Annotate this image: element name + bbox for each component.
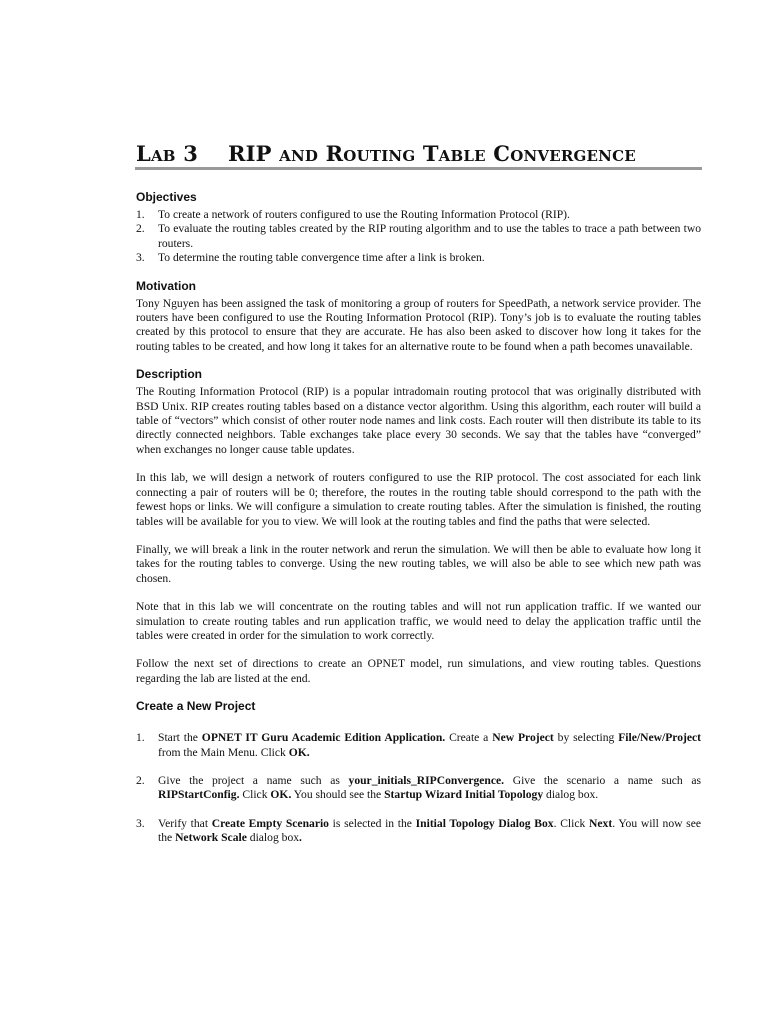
bold-text: OK. [270, 788, 292, 802]
bold-text: RIPStartConfig. [158, 788, 240, 802]
bold-text: OK. [288, 745, 310, 759]
objectives-heading: Objectives [136, 190, 197, 204]
step-number: 1. [136, 731, 145, 745]
item-text: To evaluate the routing tables created by the RIP routing algorithm and to use the tables to trace a path between two routers. [158, 222, 701, 250]
description-paragraph: The Routing Information Protocol (RIP) is a popular intradomain routing protocol that was originally distributed with BSD Unix. RIP creates routing tables based on a distance vector algorithm. Using this algorithm, each router will build a table of “vectors” which consist of other router node names and link costs. Each router will then distribute its table to its directly connected neighbors. Table exchanges take place every 30 seconds. We say that the tables have “converged” when exchanges no longer cause table updates. [136, 385, 701, 456]
bold-text: . [299, 831, 302, 845]
text-run: Create a [445, 731, 493, 745]
text-run: dialog box [246, 831, 300, 845]
description-paragraph: Note that in this lab we will concentrate on the routing tables and will not run application traffic. If we wanted our simulation to create routing tables and run application traffic, we would need to delay the application traffic until the tables were created in order for the simulation to work correctly. [136, 600, 701, 642]
item-text: To create a network of routers configured to use the Routing Information Protocol (RIP). [158, 208, 570, 221]
bold-text: Initial Topology Dialog Box [415, 816, 554, 830]
item-text: To determine the routing table convergence time after a link is broken. [158, 251, 485, 265]
description-paragraph: Finally, we will break a link in the router network and rerun the simulation. We will then be able to evaluate how long it takes for the routing tables to converge. Using the new routing tables, we will also be able to see which new path was chosen. [136, 542, 701, 585]
text-run: You should see the [291, 788, 385, 802]
text-run: Start the [158, 731, 202, 745]
text-run: by selecting [553, 731, 619, 745]
list-item [136, 222, 701, 251]
item-number: 3. [136, 251, 145, 265]
step-number: 2. [136, 773, 145, 787]
description-paragraph: In this lab, we will design a network of routers configured to use the RIP protocol. The cost associated for each link connecting a pair of routers will be 0; therefore, the routes in the routing table should correspond to the path with the fewest hops or links. We will configure a simulation to create routing tables. After the simulation is finished, the routing tables will be available for you to view. We will look at the routing tables and find the paths that were selected. [136, 471, 701, 528]
step-text [158, 817, 701, 844]
bold-text: Create Empty Scenario [211, 816, 329, 830]
objectives-list [136, 208, 701, 266]
text-run: . You will now see the [158, 816, 701, 845]
lab-title: RIP and Routing Table Convergence [228, 141, 636, 166]
text-run: from the Main Menu. Click [158, 745, 289, 759]
item-number: 2. [136, 222, 145, 236]
text-run: Verify that [158, 816, 212, 830]
bold-text: New Project [492, 731, 554, 745]
text-run: Give the project a name such as [158, 773, 349, 787]
document-body [136, 190, 701, 860]
description-paragraph: Follow the next set of directions to create an OPNET model, run simulations, and view routing tables. Questions regarding the lab are listed at the end. [136, 657, 701, 685]
motivation-heading: Motivation [136, 278, 196, 293]
bold-text: Startup Wizard Initial Topology [384, 788, 544, 802]
bold-text: OPNET IT Guru Academic Edition Application. [201, 731, 446, 745]
steps-list [136, 731, 701, 845]
list-item [136, 208, 701, 222]
step-item [136, 774, 701, 803]
page-title [136, 141, 636, 167]
motivation-paragraph: Tony Nguyen has been assigned the task of monitoring a group of routers for SpeedPath, a network service provider. The routers have been configured to use the Routing Information Protocol (RIP). Tony’s job is to evaluate the routing tables created by this protocol to ensure that they are accurate. He has also been asked to discover how long it takes for the routing tables to be created, and how long it takes for an alternative route to be found when a path becomes unavailable. [136, 296, 701, 353]
step-text [158, 731, 701, 758]
text-run: Click [239, 788, 271, 802]
bold-text: File/New/Project [618, 731, 702, 745]
step-item [136, 731, 701, 760]
step-item [136, 817, 701, 846]
text-run: dialog box. [543, 788, 599, 802]
bold-text: Network Scale [175, 831, 247, 845]
description-heading: Description [136, 367, 203, 382]
lab-number: Lab 3 [136, 141, 199, 166]
create-project-heading: Create a New Project [136, 699, 256, 714]
text-run: is selected in the [328, 816, 416, 830]
title-rule [135, 167, 702, 170]
text-run: . Click [553, 816, 589, 830]
step-number: 3. [136, 816, 145, 830]
item-number: 1. [136, 208, 145, 221]
bold-text: your_initials_RIPConvergence. [348, 773, 505, 787]
bold-text: Next [589, 816, 613, 830]
text-run: Give the scenario a name such as [504, 773, 702, 787]
step-text [158, 774, 701, 801]
list-item [136, 251, 701, 265]
